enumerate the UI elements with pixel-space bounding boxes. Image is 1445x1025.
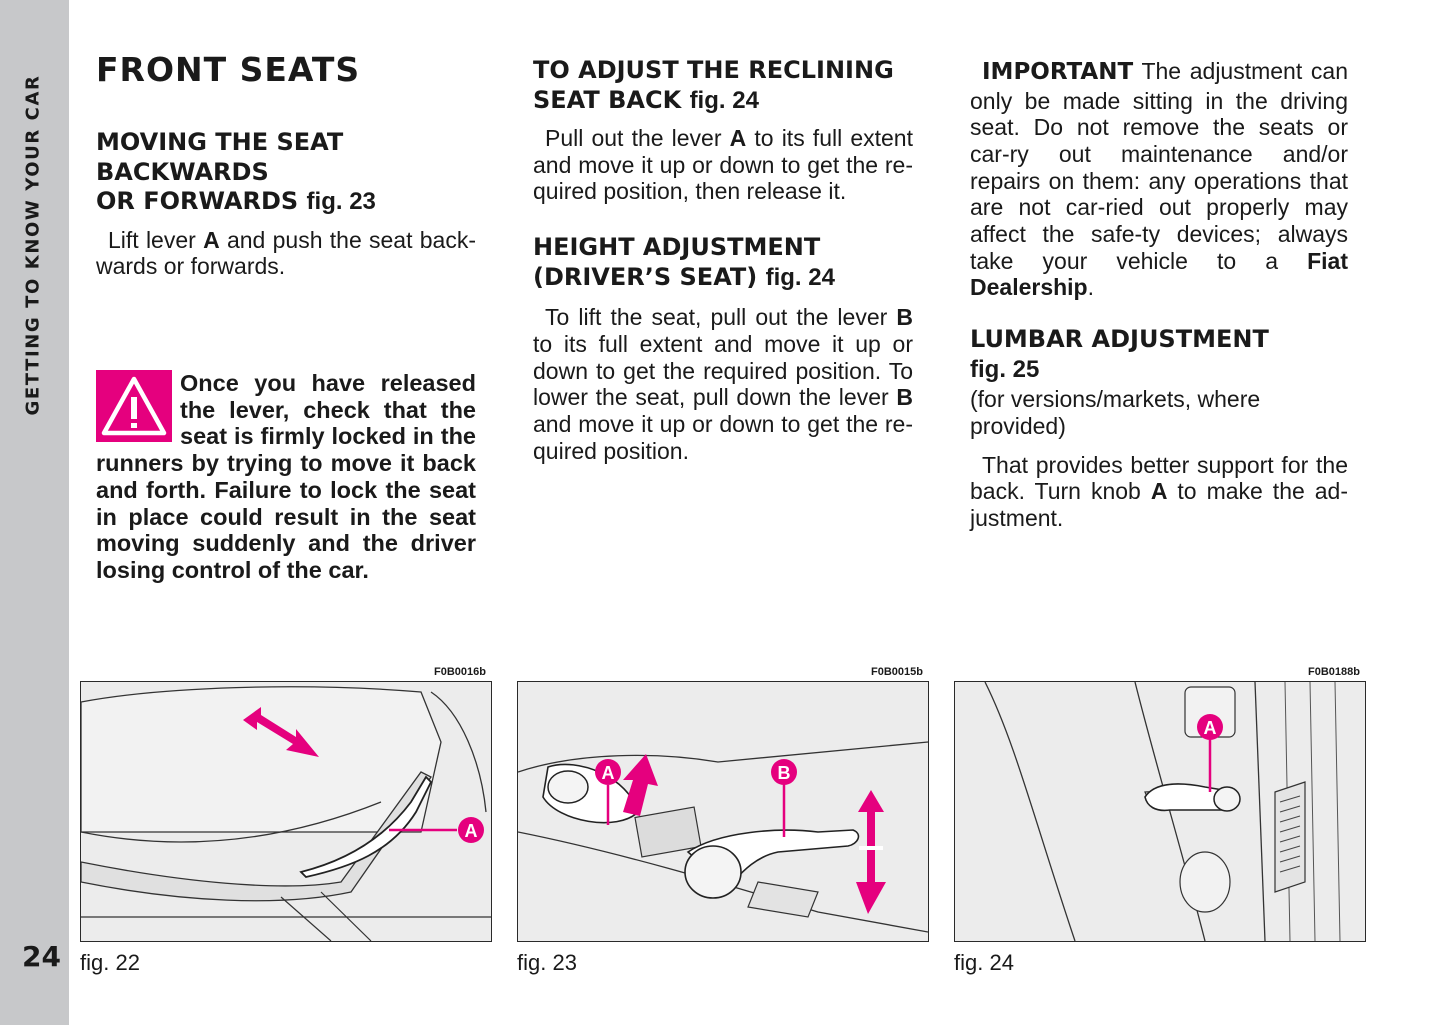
figure-22-illustration [80, 681, 492, 942]
heading-line: SEAT BACK [533, 85, 682, 114]
body-text [533, 304, 913, 464]
heading-line: HEIGHT ADJUSTMENT [533, 233, 821, 262]
figure-reference: fig. 24 [765, 263, 835, 291]
figure-caption: fig. 24 [954, 950, 1014, 975]
callout-label: B [777, 763, 791, 783]
figure-caption: fig. 23 [517, 950, 577, 975]
text-run: to its full extent and move it up or down to get the required position. To lower the seat, pull down the lever [533, 330, 913, 411]
section-important [970, 58, 1348, 532]
sidebar [0, 0, 69, 1025]
text-run: Pull out the lever [545, 125, 730, 151]
figure-code: F0B0016b [434, 666, 486, 678]
curved-arrow-icon [623, 754, 658, 816]
seat-runner-lever-drawing [81, 682, 491, 941]
up-down-arrow-icon [856, 790, 886, 914]
text-run: That provides better support for the back. Turn knob [970, 451, 1348, 505]
page-title: FRONT SEATS [96, 50, 361, 89]
chapter-title-vertical: GETTING TO KNOW YOUR CAR [22, 74, 44, 416]
seat-levers-drawing [518, 682, 928, 941]
figure-reference: fig. 25 [970, 355, 1040, 383]
heading-reclining [533, 56, 913, 115]
section-moving-seat [96, 128, 476, 280]
heading-line: MOVING THE SEAT [96, 128, 344, 156]
important-note [970, 58, 1348, 301]
warning-block [96, 370, 476, 584]
section-reclining [533, 56, 913, 464]
important-label: IMPORTANT [982, 59, 1134, 85]
body-text [533, 125, 913, 205]
lever-label: B [896, 304, 913, 331]
page-number: 24 [22, 940, 61, 973]
heading-line: OR FORWARDS [96, 187, 299, 215]
lever-label: B [896, 384, 913, 411]
heading-line: TO ADJUST THE RECLINING [533, 56, 894, 84]
callout-label: A [464, 821, 478, 841]
knob-label: A [1150, 478, 1168, 505]
text-run: The adjustment can only be made sitting in the driving seat. Do not remove the seats or car-ry out maintenance and/or repairs on them: any operations that are not car-ried out properly may affect the safe-ty devices; always take your vehicle to a [970, 58, 1348, 274]
figure-code: F0B0015b [871, 666, 923, 678]
figure-24-illustration [954, 681, 1366, 942]
text-run: to make the ad-justment. [970, 478, 1348, 531]
text-run: to its full extent and move it up or down to get the re-quired position, then release it. [533, 125, 913, 205]
text-run: Lift lever [108, 226, 204, 253]
warning-triangle-icon [96, 370, 172, 442]
lever-label: A [729, 125, 747, 151]
figure-reference: fig. 24 [689, 86, 759, 114]
heading-height-adjustment [533, 233, 913, 292]
text-run: and move it up or down to get the re-quired position. [533, 410, 913, 464]
figure-23-illustration [517, 681, 929, 942]
heading-line: (DRIVER’S SEAT) [533, 262, 758, 291]
figure-reference: fig. 23 [306, 188, 376, 215]
dealership-label: Fiat Dealership [970, 247, 1348, 301]
text-run: and push the seat back-wards or forwards. [96, 226, 476, 280]
body-text [970, 452, 1348, 532]
heading-line: LUMBAR ADJUSTMENT [970, 325, 1269, 354]
lumbar-knob-drawing [955, 682, 1365, 941]
callout-label: A [1203, 718, 1217, 738]
warning-text: Once you have released the lever, check that the seat is firmly locked in the runners by trying to move it back and forth. Failure to lock the seat in place could result in the seat moving suddenly and the driver losing control of the car. [96, 370, 476, 583]
heading-line: BACKWARDS [96, 157, 269, 186]
figure-caption: fig. 22 [80, 950, 140, 975]
lumbar-note: (for versions/markets, where provided) [970, 386, 1261, 439]
text-run: To lift the seat, pull out the lever [545, 304, 897, 331]
heading-moving-seat [96, 128, 476, 217]
heading-lumbar [970, 325, 1348, 384]
text-run: . [1087, 274, 1094, 301]
lever-label: A [203, 226, 220, 253]
callout-label: A [601, 763, 615, 783]
body-text [96, 227, 476, 280]
figure-code: F0B0188b [1308, 666, 1360, 678]
